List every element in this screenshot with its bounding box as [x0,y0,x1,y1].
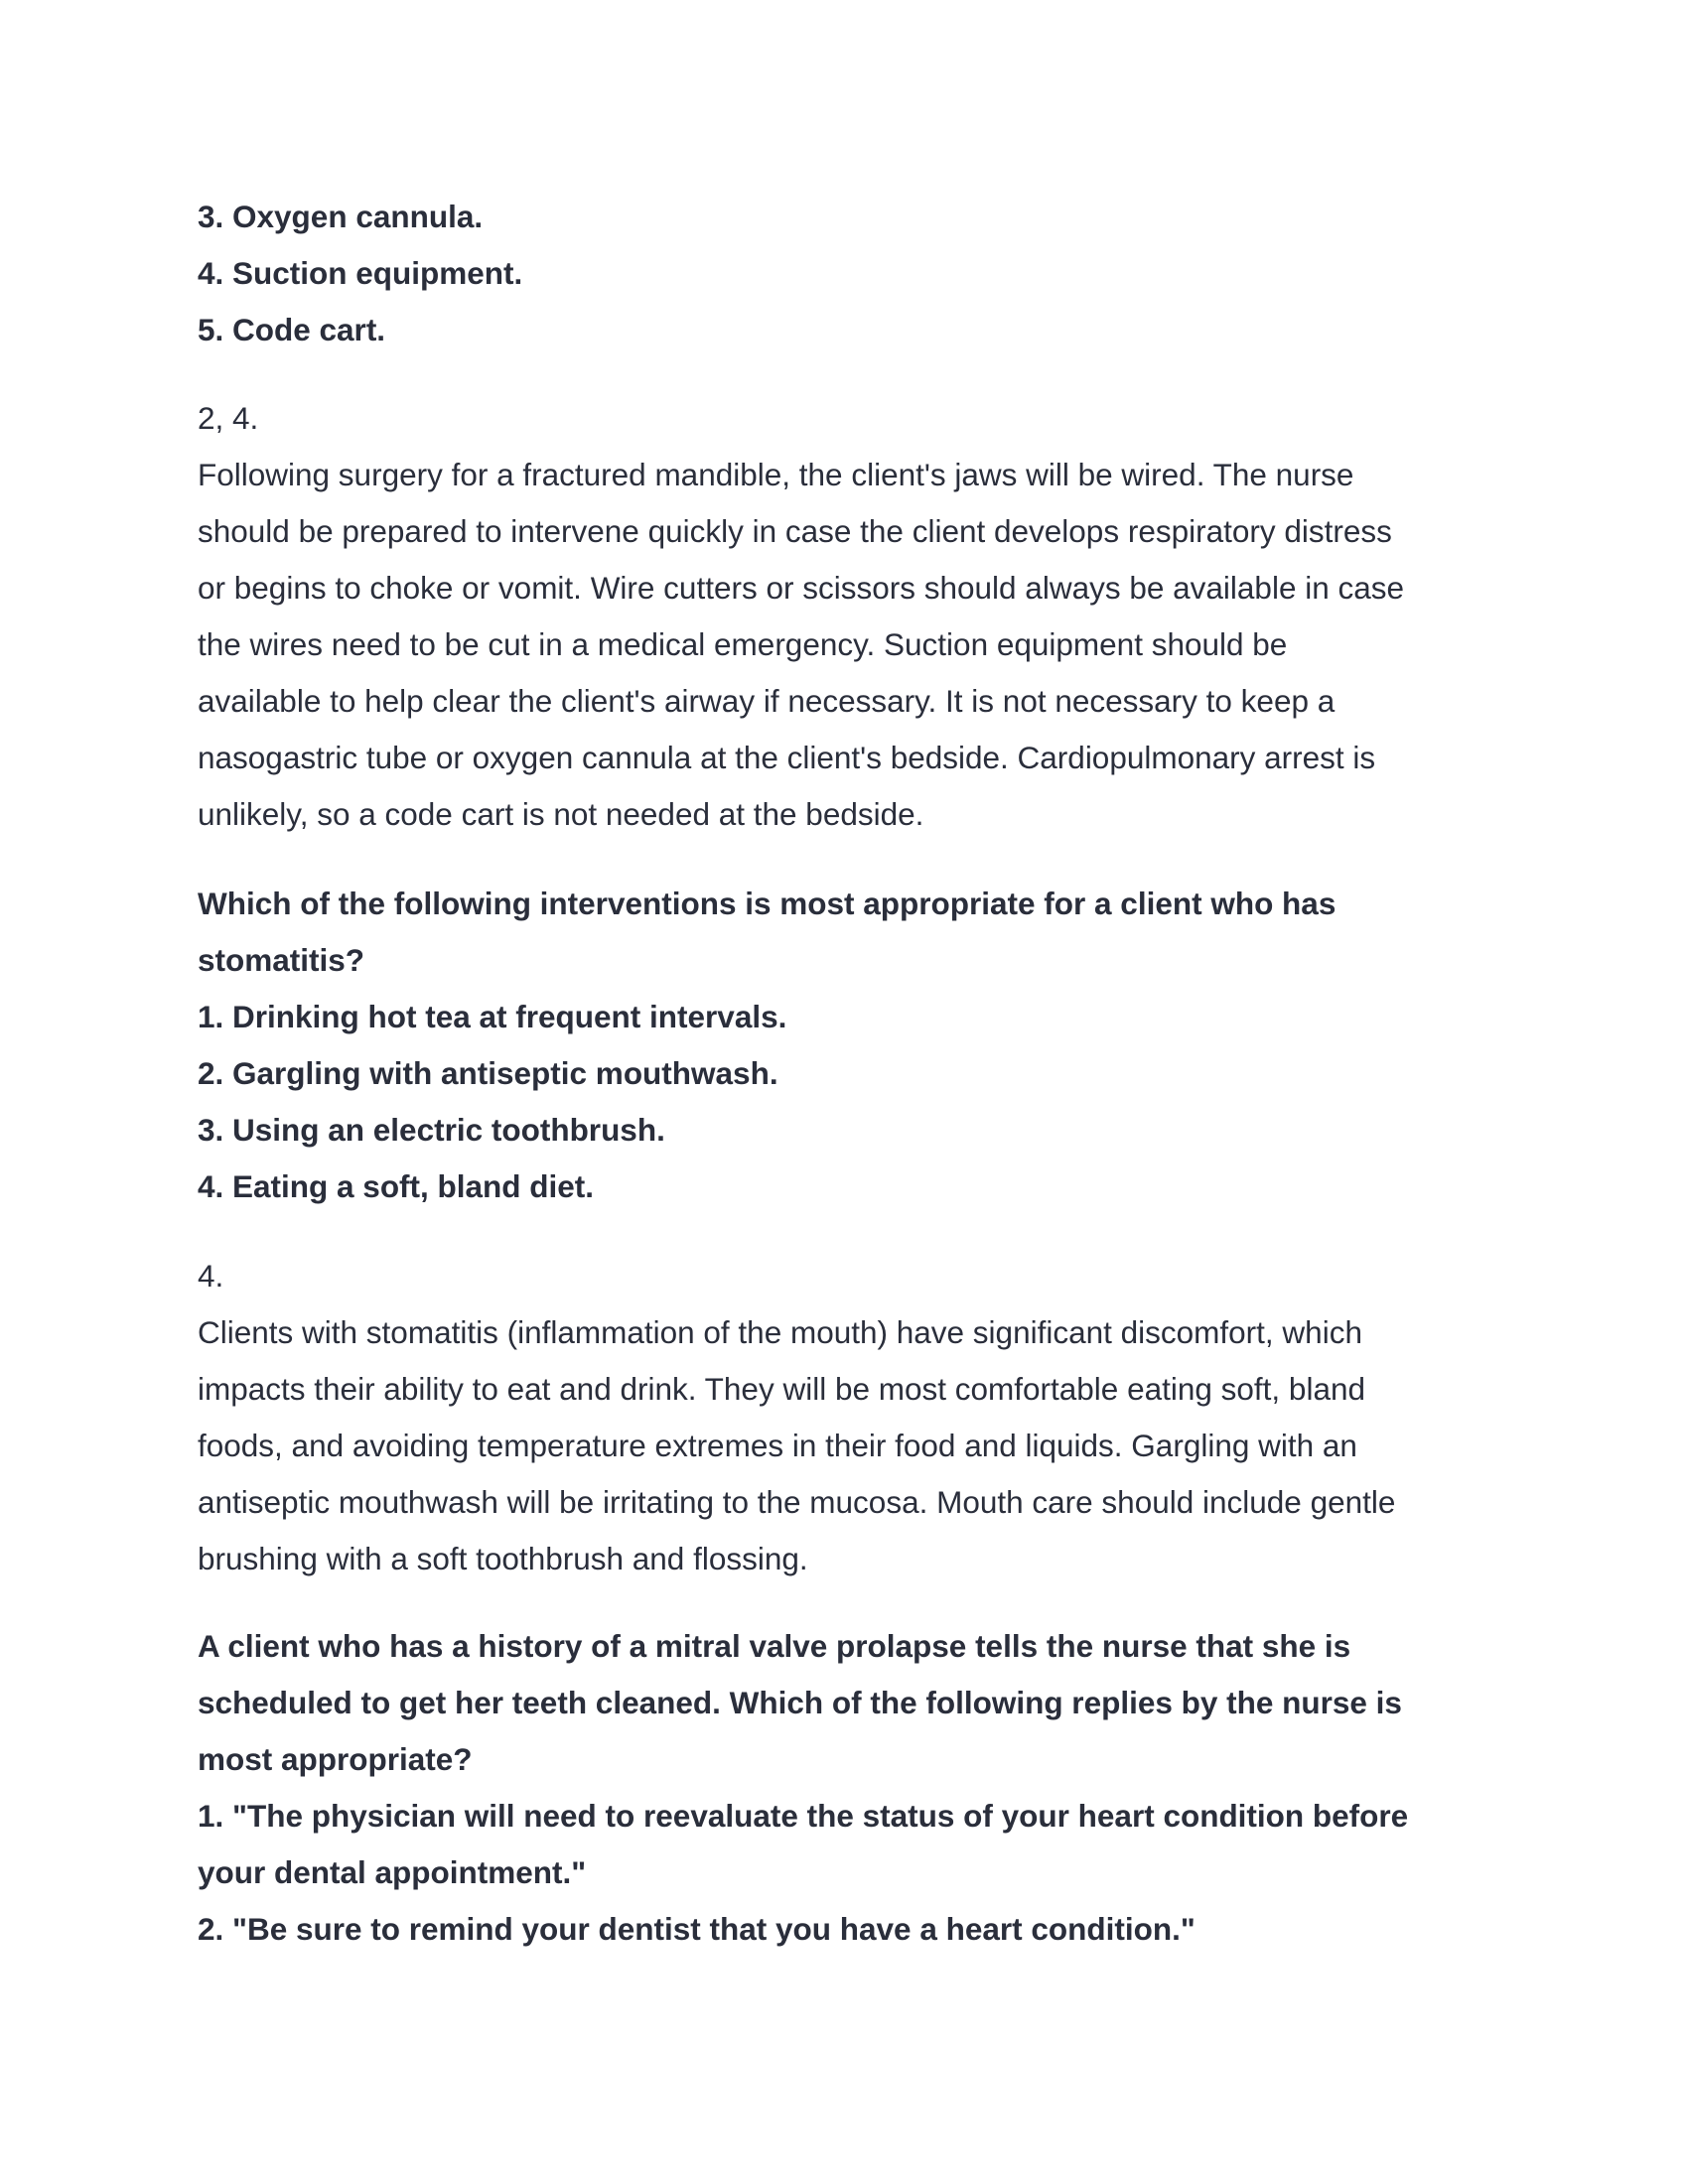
text-line: 4. Suction equipment. [198,255,523,291]
text-line: stomatitis? [198,942,365,978]
text-line: 3. Using an electric toothbrush. [198,1112,665,1148]
text-line: 2. Gargling with antiseptic mouthwash. [198,1055,778,1091]
answer-options-continued [198,189,1508,358]
question-stomatitis [198,876,1508,1215]
text-line: 3. Oxygen cannula. [198,199,484,234]
text-line: A client who has a history of a mitral valve prolapse tells the nurse that she is [198,1628,1351,1664]
text-line: 4. Eating a soft, bland diet. [198,1168,595,1204]
text-line: foods, and avoiding temperature extremes in their food and liquids. Gargling with an [198,1428,1357,1463]
text-line: your dental appointment." [198,1854,587,1890]
answer-rationale-2 [198,1248,1508,1587]
text-line: Clients with stomatitis (inflammation of the mouth) have significant discomfort, which [198,1314,1362,1350]
text-line: antiseptic mouthwash will be irritating to the mucosa. Mouth care should include gentle [198,1484,1396,1520]
text-line: should be prepared to intervene quickly in case the client develops respiratory distress [198,513,1392,549]
text-line: 2, 4. [198,400,259,436]
text-line: 1. "The physician will need to reevaluate the status of your heart condition before [198,1798,1409,1834]
text-line: the wires need to be cut in a medical emergency. Suction equipment should be [198,626,1288,662]
text-line: 1. Drinking hot tea at frequent intervals. [198,999,787,1034]
text-line: 4. [198,1258,224,1294]
text-line: brushing with a soft toothbrush and flossing. [198,1541,808,1576]
text-line: unlikely, so a code cart is not needed at the bedside. [198,796,924,832]
text-line: Following surgery for a fractured mandible, the client's jaws will be wired. The nurse [198,457,1354,492]
text-line: Which of the following interventions is most appropriate for a client who has [198,886,1336,921]
text-line: 5. Code cart. [198,312,386,347]
text-line: scheduled to get her teeth cleaned. Which of the following replies by the nurse is [198,1685,1402,1720]
text-line: nasogastric tube or oxygen cannula at the client's bedside. Cardiopulmonary arrest is [198,740,1376,775]
text-line: 2. "Be sure to remind your dentist that you have a heart condition." [198,1911,1196,1947]
text-line: most appropriate? [198,1741,473,1777]
question-mitral-valve [198,1618,1508,1958]
text-line: available to help clear the client's airway if necessary. It is not necessary to keep a [198,683,1336,719]
answer-rationale-1 [198,390,1508,843]
text-line: or begins to choke or vomit. Wire cutters or scissors should always be available in case [198,570,1405,606]
text-line: impacts their ability to eat and drink. They will be most comfortable eating soft, bland [198,1371,1366,1407]
